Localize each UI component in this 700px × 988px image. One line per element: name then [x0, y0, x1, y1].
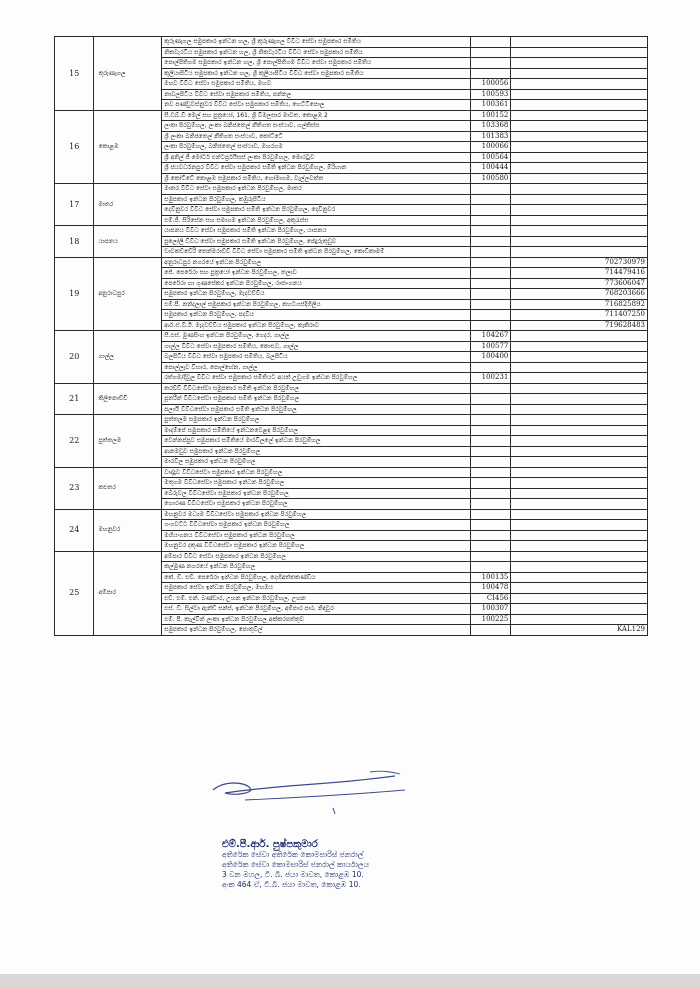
station-name: මාදම්පේ සමුපකාර සමිතියේ ඉන්ධනවෙළඳ පිරවුම්හල — [162, 425, 471, 436]
district-name: මාතර — [94, 184, 162, 226]
station-code — [470, 268, 510, 279]
station-code: 100225 — [470, 614, 510, 625]
station-code: 100231 — [470, 373, 510, 384]
table-row — [55, 226, 648, 237]
district-name: මහනුවර — [94, 509, 162, 551]
contact-number: 711407250 — [511, 310, 648, 321]
district-name: කළුතර — [94, 467, 162, 509]
signatory-title-1: අතිරේක සේවා අතිරේක කොමසාරිස් ජනරාල් — [222, 850, 364, 859]
station-code: 100577 — [470, 341, 510, 352]
contact-number — [511, 47, 648, 58]
table-row — [55, 331, 648, 342]
station-name: ගංගවට්ට විවිධසේවා සමුපකාර ඉන්ධන පිරවුම්හල — [162, 520, 471, 531]
signatory-address-2: අංක 464 ඒ, ටී.බී. ජයා මාවත, කොළඹ 10. — [222, 880, 361, 889]
contact-number — [511, 236, 648, 247]
contact-number — [511, 520, 648, 531]
station-name: ලංකා පිරවුම්හල, ලංකා ඛනිජතෙල් නීතිගත සංස්ථාව, ගල්කිස්ස — [162, 121, 471, 132]
station-code — [470, 394, 510, 405]
station-code — [470, 299, 510, 310]
station-code — [470, 320, 510, 331]
station-name: ජේ. පෙරේරා සහ පුත්‍රයෝ ඉන්ධන පිරවුම්හල, තලාව — [162, 268, 471, 279]
contact-number — [511, 341, 648, 352]
station-name: කල්මුණ නගරයේ ඉන්ධන පිරවුම්හල — [162, 562, 471, 573]
contact-number: KAL129 — [511, 625, 648, 636]
station-code — [470, 436, 510, 447]
group-number: 23 — [55, 467, 94, 509]
station-code — [470, 541, 510, 552]
contact-number — [511, 131, 648, 142]
station-code: 100593 — [470, 89, 510, 100]
station-code — [470, 457, 510, 468]
station-name: දෙවිනුවර විවිධ සේවා සමුපකාර සමිති ඉන්ධන පිරවුම්හල, දෙවිනුවර — [162, 205, 471, 216]
contact-number — [511, 572, 648, 583]
contact-number — [511, 394, 648, 405]
station-name: පලායි විවිධසේවා සමුපකාර සමිති ඉන්ධන පිරවුම්හල — [162, 404, 471, 415]
station-name: එම්. පී. කැල්වින් ලංකා ඉන්ධන පිරවුම්හල අක්කරපත්තුව — [162, 614, 471, 625]
table-row — [55, 551, 648, 562]
group-number: 22 — [55, 415, 94, 468]
signatory-title-2: අතිරේක සේවා කොමසාරිස් ජනරාල් කාර්යාලය — [222, 860, 370, 869]
station-name: ශ්‍රී අනිල් ජී මෝටර් එන්ටර්ප්‍රයිසස් ලංකා පිරවුම්හල, මොරටුව — [162, 152, 471, 163]
group-number: 17 — [55, 184, 94, 226]
official-stamp — [222, 840, 442, 890]
station-code — [470, 215, 510, 226]
station-code — [470, 562, 510, 573]
group-number: 25 — [55, 551, 94, 635]
table-row — [55, 415, 648, 426]
station-code: 103368 — [470, 121, 510, 132]
station-name: කේ. ඩී. එච්. පෙරේරා ඉන්ධන පිරවුම්හල, දෙහිඅත්තකණ්ඩිය — [162, 572, 471, 583]
station-code — [470, 310, 510, 321]
station-name: ශ්‍රී ලංකා ඛනිජතෙල් නීතිගත සංස්ථාව, කෝට්ටේ — [162, 131, 471, 142]
table-row — [55, 37, 648, 48]
station-code — [470, 247, 510, 258]
station-name: අනුරාධපුර නගරයේ ඉන්ධන පිරවුම්හල — [162, 257, 471, 268]
contact-number — [511, 362, 648, 373]
station-code: 100066 — [470, 142, 510, 153]
contact-number — [511, 562, 648, 573]
station-name: මහනුවර මධ්‍යම විවිධසේවා සමුපකාර ඉන්ධන පිරවුම්හල — [162, 509, 471, 520]
contact-number — [511, 152, 648, 163]
table-row — [55, 383, 648, 394]
station-code: 100152 — [470, 110, 510, 121]
station-name: සී.ඩබ්.ඩී මෙල් සහ පුත්‍රයෝ, 161, ශ්‍රී විමලසාර මාවත, කොළඹ 2 — [162, 110, 471, 121]
group-number: 21 — [55, 383, 94, 415]
contact-number — [511, 604, 648, 615]
contact-number — [511, 163, 648, 174]
station-name: පොල්පිතිගම සමුපකාර ඉන්ධන හල, ශ්‍රී පොල්පිතිගම විවිධ සේවා සමුපකාර සමිතිය — [162, 58, 471, 69]
station-name: ගාල්ල විවිධ සේවා සමුපකාර සමිතිය, කොළුව, ගාල්ල — [162, 341, 471, 352]
contact-number: 714479416 — [511, 268, 648, 279]
contact-number: 702730979 — [511, 257, 648, 268]
district-name: කුරුණෑගල — [94, 37, 162, 111]
contact-number — [511, 100, 648, 111]
contact-number — [511, 488, 648, 499]
station-name: මහව විවිධ සේවා සමුපකාර සමිතිය, මහව — [162, 79, 471, 90]
station-code: 101383 — [470, 131, 510, 142]
station-code — [470, 478, 510, 489]
district-name: කොළඹ — [94, 110, 162, 184]
district-name: පුත්තලම — [94, 415, 162, 468]
station-name: පුත්තලම සමුපකාර ඉන්ධන පිරවුම්හල — [162, 415, 471, 426]
station-code: 100135 — [470, 572, 510, 583]
contact-number — [511, 121, 648, 132]
contact-number — [511, 446, 648, 457]
contact-number — [511, 142, 648, 153]
district-name: කිලිනොච්චි — [94, 383, 162, 415]
contact-number — [511, 68, 648, 79]
station-name: ආර්.ඒ.වී.ඊ. මැදවච්චිය සමුපකාර ඉන්ධන පිරවුම්හල, කැකිරාව — [162, 320, 471, 331]
station-name: ලංකා පිරවුම්හල, ඛනිජතෙල් සංස්ථාව, මහරගම — [162, 142, 471, 153]
district-name: ගාල්ල — [94, 331, 162, 384]
contact-number — [511, 226, 648, 237]
station-name: අම්පාර විවිධ සේවා සමුපකාර ඉන්ධන පිරවුම්හල — [162, 551, 471, 562]
station-name: සමුපකාර ඉන්ධන පිරවුම්හල, පදවිය — [162, 310, 471, 321]
station-code: 100056 — [470, 79, 510, 90]
contact-number — [511, 184, 648, 195]
contact-number — [511, 110, 648, 121]
contact-number — [511, 583, 648, 594]
group-number: 20 — [55, 331, 94, 384]
contact-number — [511, 404, 648, 415]
station-name: සමුපකාර සේවා ඉන්ධන පිරවුම්හල, මහඔය — [162, 583, 471, 594]
station-name: එම්.ජී. සිරිසේන සහ සමාගම ඉන්ධන පිරවුම්හල, අකුරැස්ස — [162, 215, 471, 226]
contact-number: 719628483 — [511, 320, 648, 331]
station-name: එච්. එම්. එන්. බණ්ඩාර, උහන ඉන්ධන පිරවුම්හල, උහන — [162, 593, 471, 604]
table-body — [55, 37, 648, 636]
station-code: 100478 — [470, 583, 510, 594]
group-number: 18 — [55, 226, 94, 258]
station-code — [470, 278, 510, 289]
station-code — [470, 509, 510, 520]
station-name: චාවකච්චේරි තෙන්මරාච්චි විවිධ සේවා සමුපකාර සමිති ඉන්ධන පිරවුම්හල, කොඩිකාමම් — [162, 247, 471, 258]
contact-number — [511, 331, 648, 342]
contact-number — [511, 457, 648, 468]
contact-number: 773606047 — [511, 278, 648, 289]
contact-number — [511, 79, 648, 90]
station-code: 100564 — [470, 152, 510, 163]
station-name: යාපනය විවිධ සේවා සමුපකාර සමිති ඉන්ධන පිරවුම්හල, යාපනය — [162, 226, 471, 237]
contact-number — [511, 415, 648, 426]
group-number: 19 — [55, 257, 94, 331]
station-code — [470, 488, 510, 499]
station-name: පෙරේරා හා ගුණසේකර ඉන්ධන පිරවුම්හල, රාජාංගනය — [162, 278, 471, 289]
station-name: සමුපකාර ඉන්ධන පිරවුම්හල, මැදවච්චිය — [162, 289, 471, 300]
station-name: නාවලපිටිය විවිධ සේවා සමුපකාර සමිතිය, පන්නල — [162, 89, 471, 100]
group-number: 15 — [55, 37, 94, 111]
contact-number — [511, 551, 648, 562]
station-code — [470, 58, 510, 69]
table-row — [55, 509, 648, 520]
station-code — [470, 205, 510, 216]
station-name: මාතර විවිධ සේවා සමුපකාර ඉන්ධන පිරවුම්හල, මාතර — [162, 184, 471, 195]
contact-number — [511, 352, 648, 363]
station-name: හොරණ විවිධසේවා සමුපකාර ඉන්ධන පිරවුම්හල — [162, 499, 471, 510]
station-code: 100361 — [470, 100, 510, 111]
station-code — [470, 551, 510, 562]
group-number: 24 — [55, 509, 94, 551]
signatory-name: එම්.පී.ආර්. පුෂ්පකුමාර — [222, 839, 318, 850]
station-code: 100400 — [470, 352, 510, 363]
station-code: CI456 — [470, 593, 510, 604]
station-name: මහනුවර දකුණ විවිධසේවා සමුපකාර ඉන්ධන පිරවුම්හල — [162, 541, 471, 552]
group-number: 16 — [55, 110, 94, 184]
station-name: සමුපකාර ඉන්ධන පිරවුම්හල, කඹුරුපිටිය — [162, 194, 471, 205]
contact-number: 716825892 — [511, 299, 648, 310]
station-code — [470, 184, 510, 195]
station-code: 100307 — [470, 604, 510, 615]
contact-number — [511, 89, 648, 100]
station-name: මහියංගනය විවිධසේවා සමුපකාර ඉන්ධන පිරවුම්හල — [162, 530, 471, 541]
contact-number — [511, 436, 648, 447]
station-code: 104267 — [470, 331, 510, 342]
contact-number — [511, 593, 648, 604]
station-code: 100444 — [470, 163, 510, 174]
station-code — [470, 47, 510, 58]
contact-number — [511, 425, 648, 436]
station-name: රත්ගම/දිවුල විවිධ සේවා සමුපකාර සමිතියට අයත් උඩුගම ඉන්ධන පිරවුම්හල — [162, 373, 471, 384]
contact-number — [511, 37, 648, 48]
station-code — [470, 499, 510, 510]
station-name: කුරුණෑගල සමුපකාර ඉන්ධන හල, ශ්‍රී කුරුණෑගල විවිධ සේවා සමුපකාර සමිතිය — [162, 37, 471, 48]
station-code — [470, 530, 510, 541]
station-code — [470, 425, 510, 436]
contact-number — [511, 58, 648, 69]
station-name: කුලියාපිටිය සමුපකාර ඉන්ධන හල, ශ්‍රී කුලියාපිටිය විවිධ සේවා සමුපකාර සමිතිය — [162, 68, 471, 79]
station-code — [470, 520, 510, 531]
station-name: ශ්‍රී ජයවර්ධනපුර විවිධ සේවා සමුපකාර සමිති ඉන්ධන පිරවුම්හල, මිරිහාන — [162, 163, 471, 174]
station-code — [470, 289, 510, 300]
station-code — [470, 236, 510, 247]
station-name: පූනරීන් විවිධසේවා සමුපකාර සමිති ඉන්ධන පිරවුම්හල — [162, 394, 471, 405]
contact-number — [511, 541, 648, 552]
station-name: සී.එස්. මුණසිංහ ඉන්ධන පිරවුම්හල, ගෙදර, ගාල්ල — [162, 331, 471, 342]
contact-number — [511, 478, 648, 489]
station-name: ශ්‍රී කෝට්ටේ කොළඹ සමුපකාර සමිතිය, හෝමාගම, වැල්ලවත්ත — [162, 173, 471, 184]
contact-number — [511, 373, 648, 384]
station-code — [470, 37, 510, 48]
station-name: බේරුවල විවිධසේවා සමුපකාර ඉන්ධන පිරවුම්හල — [162, 488, 471, 499]
contact-number — [511, 205, 648, 216]
station-code — [470, 625, 510, 636]
station-code — [470, 362, 510, 373]
station-name: මාරවිල සමුපකාර ඉන්ධන පිරවුම්හල — [162, 457, 471, 468]
station-name: කරච්චි විවිධසේවා සමුපකාර සමිති ඉන්ධන පිරවුම්හල — [162, 383, 471, 394]
station-code — [470, 226, 510, 237]
table-row — [55, 110, 648, 121]
table-row — [55, 184, 648, 195]
station-name: බලපිටිය විවිධ සේවා සමුපකාර සමිතිය, බලපිටිය — [162, 352, 471, 363]
station-name: වාද්දුව විවිධසේවා සමුපකාර ඉන්ධන පිරවුම්හල — [162, 467, 471, 478]
station-register-table — [54, 36, 648, 636]
station-code — [470, 194, 510, 205]
station-name: පොල්ලෑව විහාර, පොල්හේන, ගාල්ල — [162, 362, 471, 373]
table-row — [55, 257, 648, 268]
contact-number: 768203666 — [511, 289, 648, 300]
station-name: නිකවැරටිය සමුපකාර ඉන්ධන හල, ශ්‍රී නිකවැරටිය විවිධ සේවා සමුපකාර සමිතිය — [162, 47, 471, 58]
station-code: 100580 — [470, 173, 510, 184]
station-name: නව පණ්ඩුවස්නුවර විවිධ සේවා සමුපකාර සමිතිය, හෙට්ටිපොල — [162, 100, 471, 111]
station-code — [470, 404, 510, 415]
signature — [205, 760, 425, 820]
station-code — [470, 257, 510, 268]
scan-edge — [0, 974, 700, 988]
station-code — [470, 446, 510, 457]
station-name: එම්.පී. නන්දලාල් සමුපකාර ඉන්ධන පිරවුම්හල, කහටගස්දිගිලිය — [162, 299, 471, 310]
station-name: මතුගම විවිධසේවා සමුපකාර ඉන්ධන පිරවුම්හල — [162, 478, 471, 489]
contact-number — [511, 499, 648, 510]
station-name: එස්. ඩී. සිල්වා ඇන්ඩ් සන්ස්, ඉන්ධන පිරවුම්හල, අම්පාර පාර, නිඳවුර — [162, 604, 471, 615]
contact-number — [511, 614, 648, 625]
station-code — [470, 68, 510, 79]
contact-number — [511, 247, 648, 258]
station-name: පුලෝලි විවිධ සේවා සමුපකාර සමිති ඉන්ධන පිරවුම්හල, පේදුරුතුඩුව — [162, 236, 471, 247]
station-name: වෙන්නප්පුව සමුපකාර සමිතියේ මාරවිලලේ ඉන්ධන පිරවුම්හල — [162, 436, 471, 447]
signatory-address-1: 3 වන මහල, ටී. බී. ජයා මාවත, කොළඹ 10. — [222, 870, 364, 879]
contact-number — [511, 467, 648, 478]
station-code — [470, 415, 510, 426]
contact-number — [511, 173, 648, 184]
station-name: ආනමඩුව සමුපකාර ඉන්ධන පිරවුම්හල — [162, 446, 471, 457]
contact-number — [511, 530, 648, 541]
station-code — [470, 467, 510, 478]
district-name: අනුරාධපුර — [94, 257, 162, 331]
station-name: සමුපකාර ඉන්ධන පිරවුම්හල, පොතුවිල් — [162, 625, 471, 636]
contact-number — [511, 383, 648, 394]
station-code — [470, 383, 510, 394]
contact-number — [511, 215, 648, 226]
district-name: යාපනය — [94, 226, 162, 258]
contact-number — [511, 509, 648, 520]
contact-number — [511, 194, 648, 205]
district-name: අම්පාර — [94, 551, 162, 635]
table-row — [55, 467, 648, 478]
